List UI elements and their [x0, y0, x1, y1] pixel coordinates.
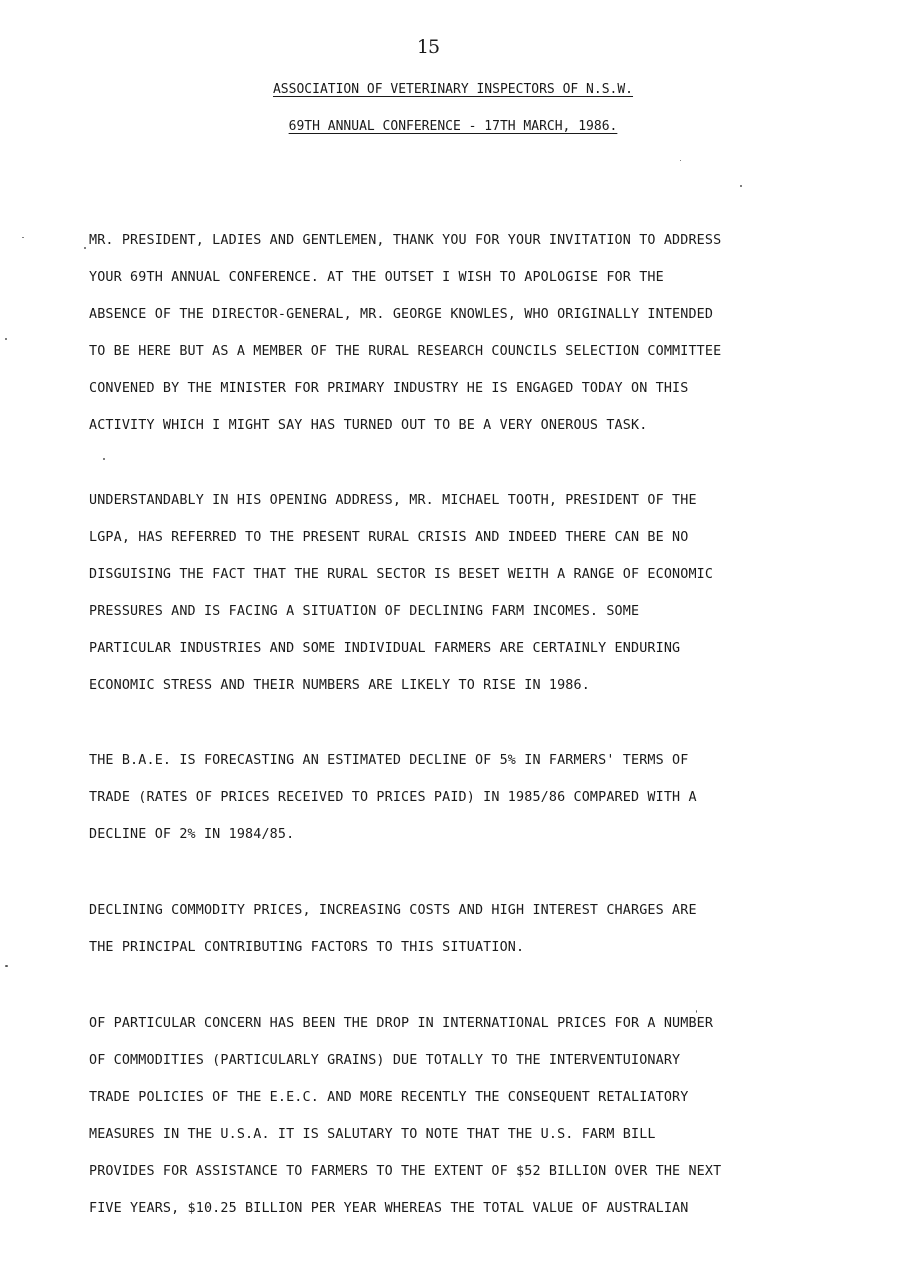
- scan-speck: [5, 965, 8, 967]
- scan-speck: [5, 338, 7, 340]
- scan-speck: [696, 1010, 697, 1013]
- text-line: TRADE POLICIES OF THE E.E.C. AND MORE RECENTLY THE CONSEQUENT RETALIATORY: [89, 1090, 689, 1105]
- paragraph-international-prices: [89, 1005, 829, 1227]
- text-line: ACTIVITY WHICH I MIGHT SAY HAS TURNED OUT TO BE A VERY ONEROUS TASK.: [89, 418, 648, 433]
- text-line: THE B.A.E. IS FORECASTING AN ESTIMATED DECLINE OF 5% IN FARMERS' TERMS OF: [89, 753, 689, 768]
- paragraph-contributing-factors: [89, 892, 829, 966]
- text-line: THE PRINCIPAL CONTRIBUTING FACTORS TO THIS SITUATION.: [89, 940, 525, 955]
- scan-speck: [84, 247, 86, 249]
- text-line: FIVE YEARS, $10.25 BILLION PER YEAR WHEREAS THE TOTAL VALUE OF AUSTRALIAN: [89, 1201, 689, 1216]
- text-line: DECLINE OF 2% IN 1984/85.: [89, 827, 295, 842]
- page-number: 15: [416, 36, 440, 58]
- text-line: TRADE (RATES OF PRICES RECEIVED TO PRICES PAID) IN 1985/86 COMPARED WITH A: [89, 790, 697, 805]
- text-line: MR. PRESIDENT, LADIES AND GENTLEMEN, THANK YOU FOR YOUR INVITATION TO ADDRESS: [89, 233, 722, 248]
- text-line: PARTICULAR INDUSTRIES AND SOME INDIVIDUAL FARMERS ARE CERTAINLY ENDURING: [89, 641, 681, 656]
- scan-speck: [680, 160, 681, 161]
- text-line: PRESSURES AND IS FACING A SITUATION OF DECLINING FARM INCOMES. SOME: [89, 604, 640, 619]
- text-line: OF PARTICULAR CONCERN HAS BEEN THE DROP IN INTERNATIONAL PRICES FOR A NUMBER: [89, 1016, 714, 1031]
- text-line: LGPA, HAS REFERRED TO THE PRESENT RURAL CRISIS AND INDEED THERE CAN BE NO: [89, 530, 689, 545]
- document-heading-title: ASSOCIATION OF VETERINARY INSPECTORS OF N.S.W.: [272, 82, 634, 97]
- text-line: TO BE HERE BUT AS A MEMBER OF THE RURAL RESEARCH COUNCILS SELECTION COMMITTEE: [89, 344, 722, 359]
- text-line: YOUR 69TH ANNUAL CONFERENCE. AT THE OUTSET I WISH TO APOLOGISE FOR THE: [89, 270, 664, 285]
- scan-speck: [103, 458, 105, 460]
- text-line: DISGUISING THE FACT THAT THE RURAL SECTOR IS BESET WEITH A RANGE OF ECONOMIC: [89, 567, 714, 582]
- scan-speck: [740, 185, 742, 187]
- text-line: PROVIDES FOR ASSISTANCE TO FARMERS TO THE EXTENT OF $52 BILLION OVER THE NEXT: [89, 1164, 722, 1179]
- text-line: UNDERSTANDABLY IN HIS OPENING ADDRESS, MR. MICHAEL TOOTH, PRESIDENT OF THE: [89, 493, 697, 508]
- text-line: ABSENCE OF THE DIRECTOR-GENERAL, MR. GEORGE KNOWLES, WHO ORIGINALLY INTENDED: [89, 307, 714, 322]
- text-line: ECONOMIC STRESS AND THEIR NUMBERS ARE LIKELY TO RISE IN 1986.: [89, 678, 590, 693]
- text-line: CONVENED BY THE MINISTER FOR PRIMARY INDUSTRY HE IS ENGAGED TODAY ON THIS: [89, 381, 689, 396]
- document-heading-subtitle: 69TH ANNUAL CONFERENCE - 17TH MARCH, 1986.: [288, 119, 618, 134]
- text-line: OF COMMODITIES (PARTICULARLY GRAINS) DUE TOTALLY TO THE INTERVENTUIONARY: [89, 1053, 681, 1068]
- paragraph-rural-crisis: [89, 482, 829, 704]
- text-line: MEASURES IN THE U.S.A. IT IS SALUTARY TO NOTE THAT THE U.S. FARM BILL: [89, 1127, 656, 1142]
- scan-speck: [22, 237, 24, 238]
- text-line: DECLINING COMMODITY PRICES, INCREASING COSTS AND HIGH INTEREST CHARGES ARE: [89, 903, 697, 918]
- paragraph-opening: [89, 222, 829, 444]
- paragraph-bae-forecast: [89, 742, 829, 853]
